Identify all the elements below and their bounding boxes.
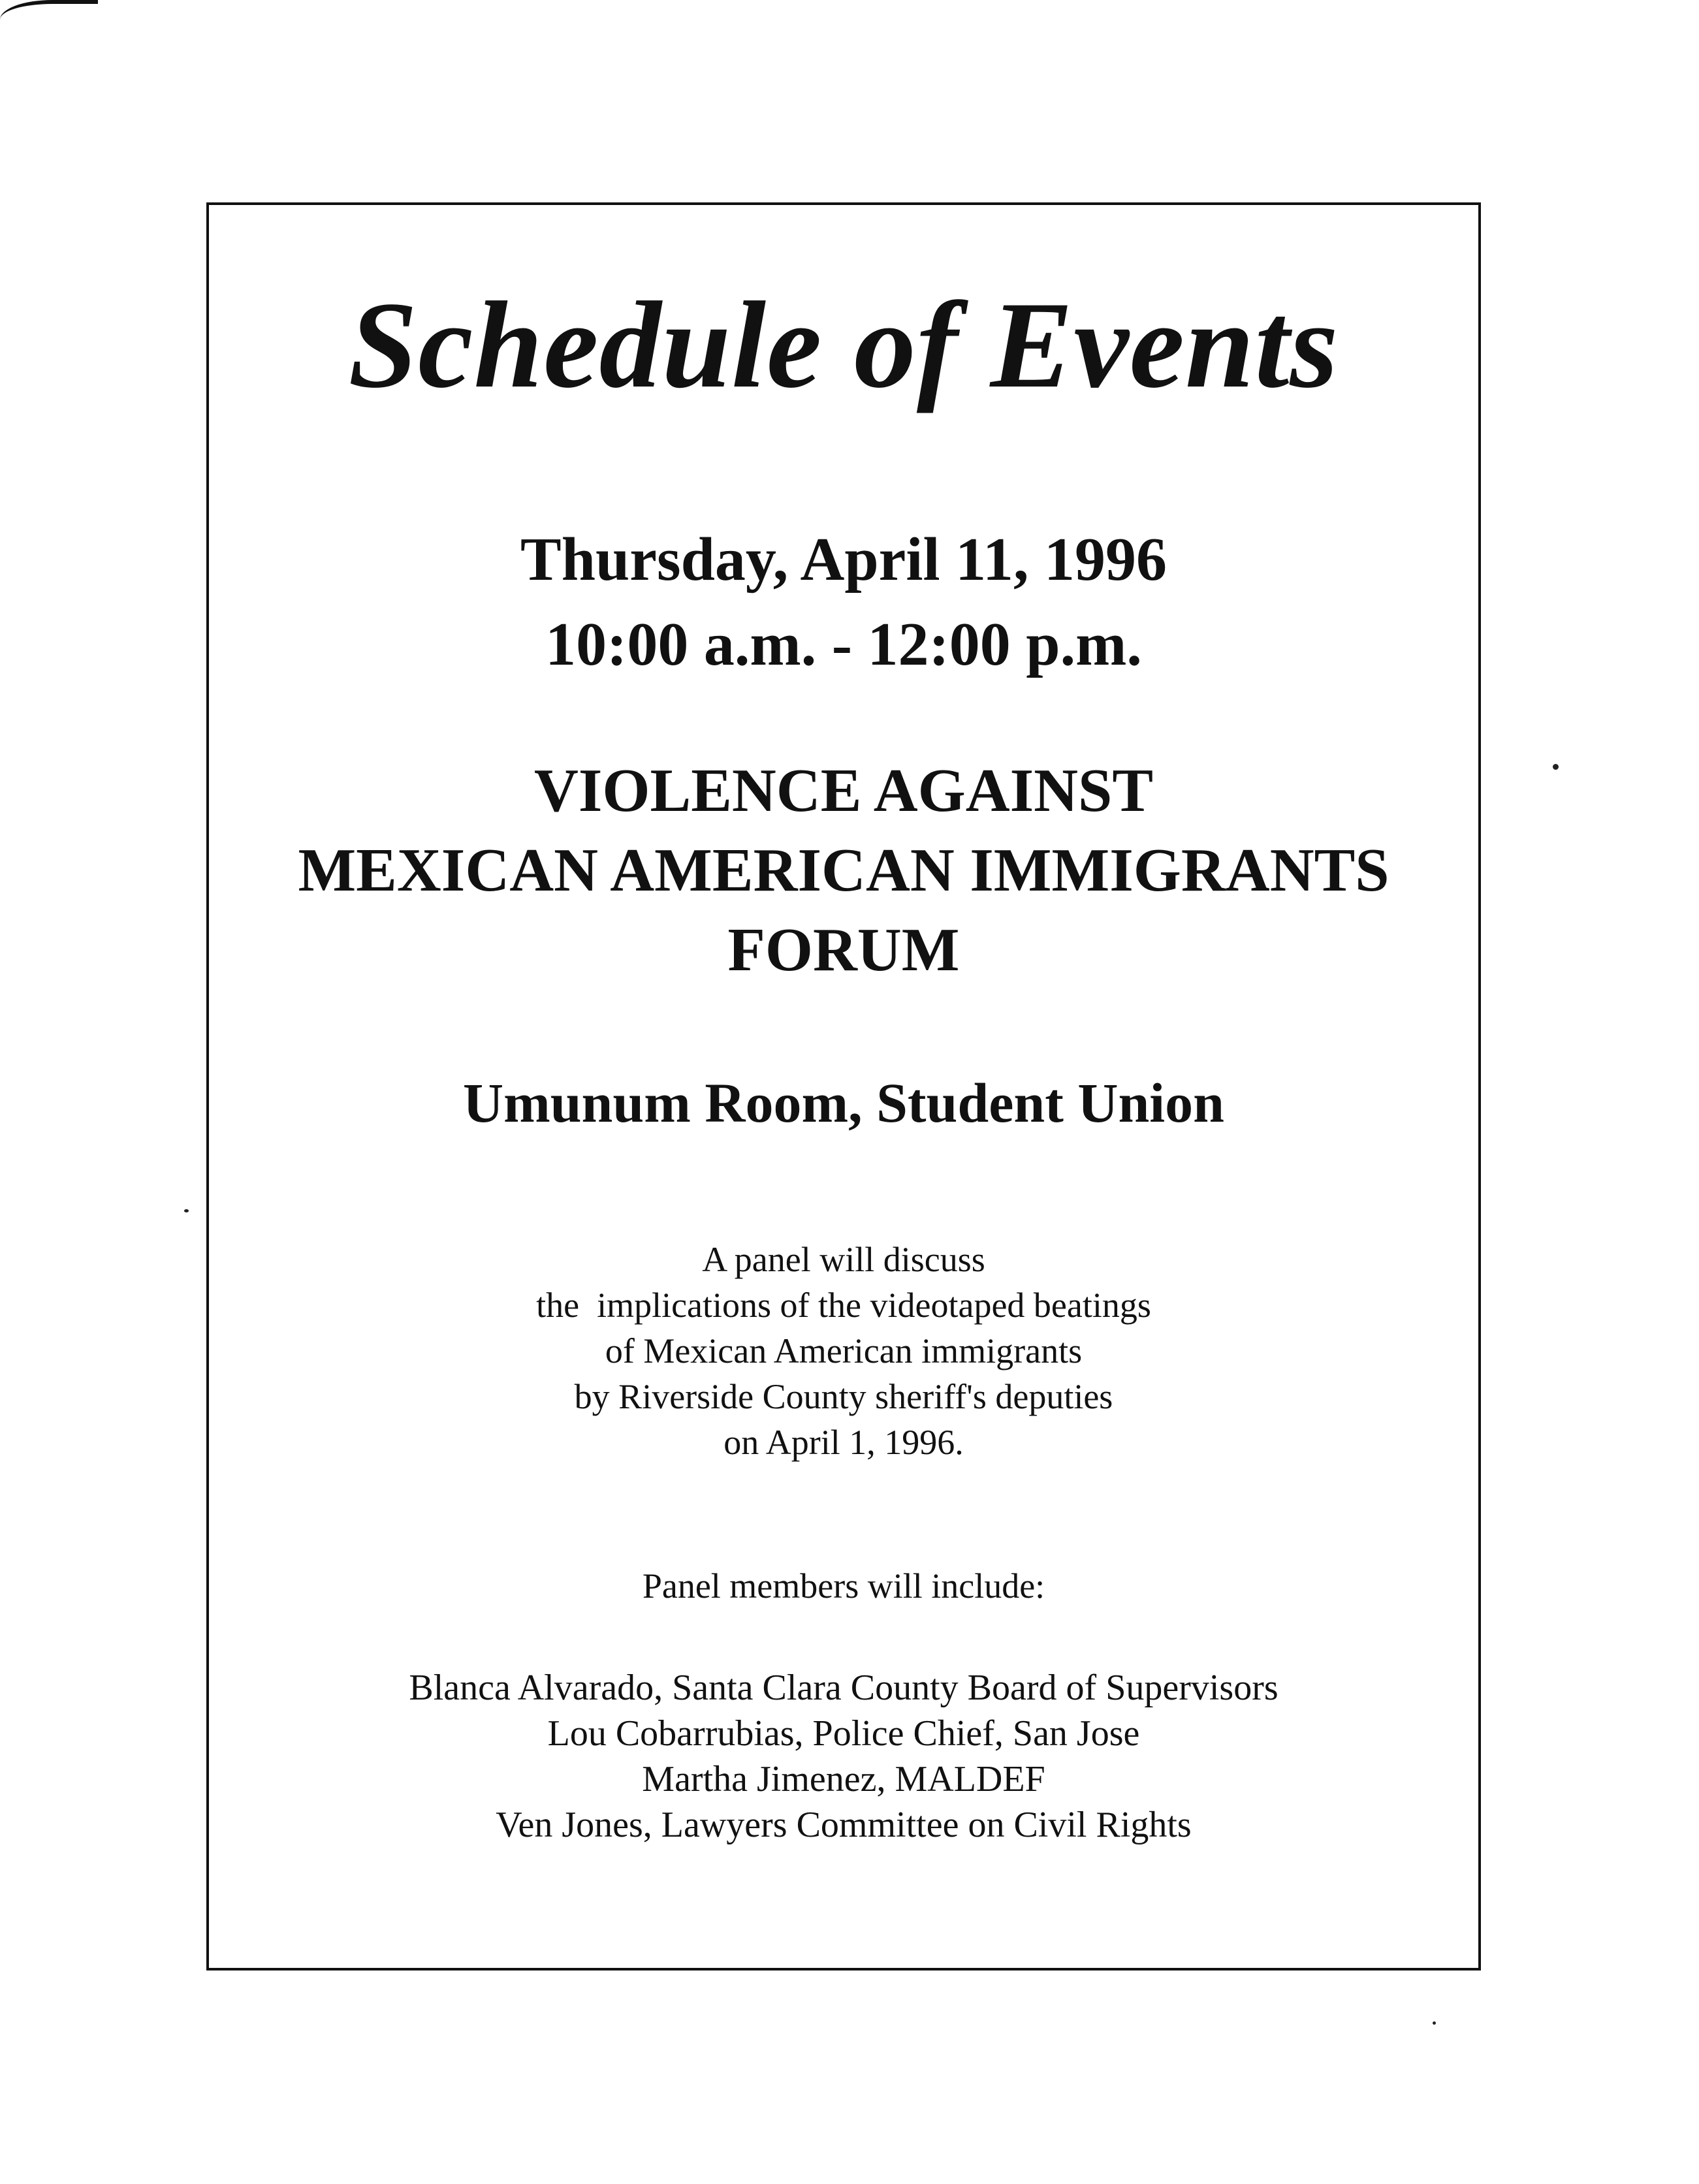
description-line: on April 1, 1996. xyxy=(723,1423,964,1462)
event-venue: Umunum Room, Student Union xyxy=(462,1071,1225,1134)
forum-title-line: FORUM xyxy=(727,916,960,984)
event-date: Thursday, April 11, 1996 xyxy=(520,526,1167,593)
description-line: A panel will discuss xyxy=(702,1240,985,1279)
description-line: the implications of the videotaped beatings xyxy=(536,1286,1151,1325)
panel-member: Martha Jimenez, MALDEF xyxy=(642,1759,1045,1799)
forum-title xyxy=(209,751,1478,990)
scan-speck xyxy=(1433,2021,1436,2025)
scan-speck xyxy=(184,1209,189,1212)
panel-member: Ven Jones, Lawyers Committee on Civil Rights xyxy=(496,1805,1192,1845)
page-title: Schedule of Events xyxy=(348,277,1339,414)
event-description xyxy=(209,1237,1478,1465)
description-line: by Riverside County sheriff's deputies xyxy=(574,1377,1113,1416)
event-datetime xyxy=(209,517,1478,687)
scan-speck xyxy=(1553,764,1559,770)
forum-title-line: MEXICAN AMERICAN IMMIGRANTS xyxy=(298,836,1389,904)
description-line: of Mexican American immigrants xyxy=(605,1331,1083,1370)
panel-members-list xyxy=(209,1665,1478,1848)
panel-intro: Panel members will include: xyxy=(642,1566,1045,1606)
schedule-frame xyxy=(206,202,1481,1970)
forum-title-line: VIOLENCE AGAINST xyxy=(533,757,1154,825)
panel-member: Lou Cobarrubias, Police Chief, San Jose xyxy=(547,1713,1140,1754)
scan-edge-mark xyxy=(0,0,98,27)
panel-member: Blanca Alvarado, Santa Clara County Board of Supervisors xyxy=(409,1668,1278,1708)
event-time: 10:00 a.m. - 12:00 p.m. xyxy=(545,610,1142,678)
